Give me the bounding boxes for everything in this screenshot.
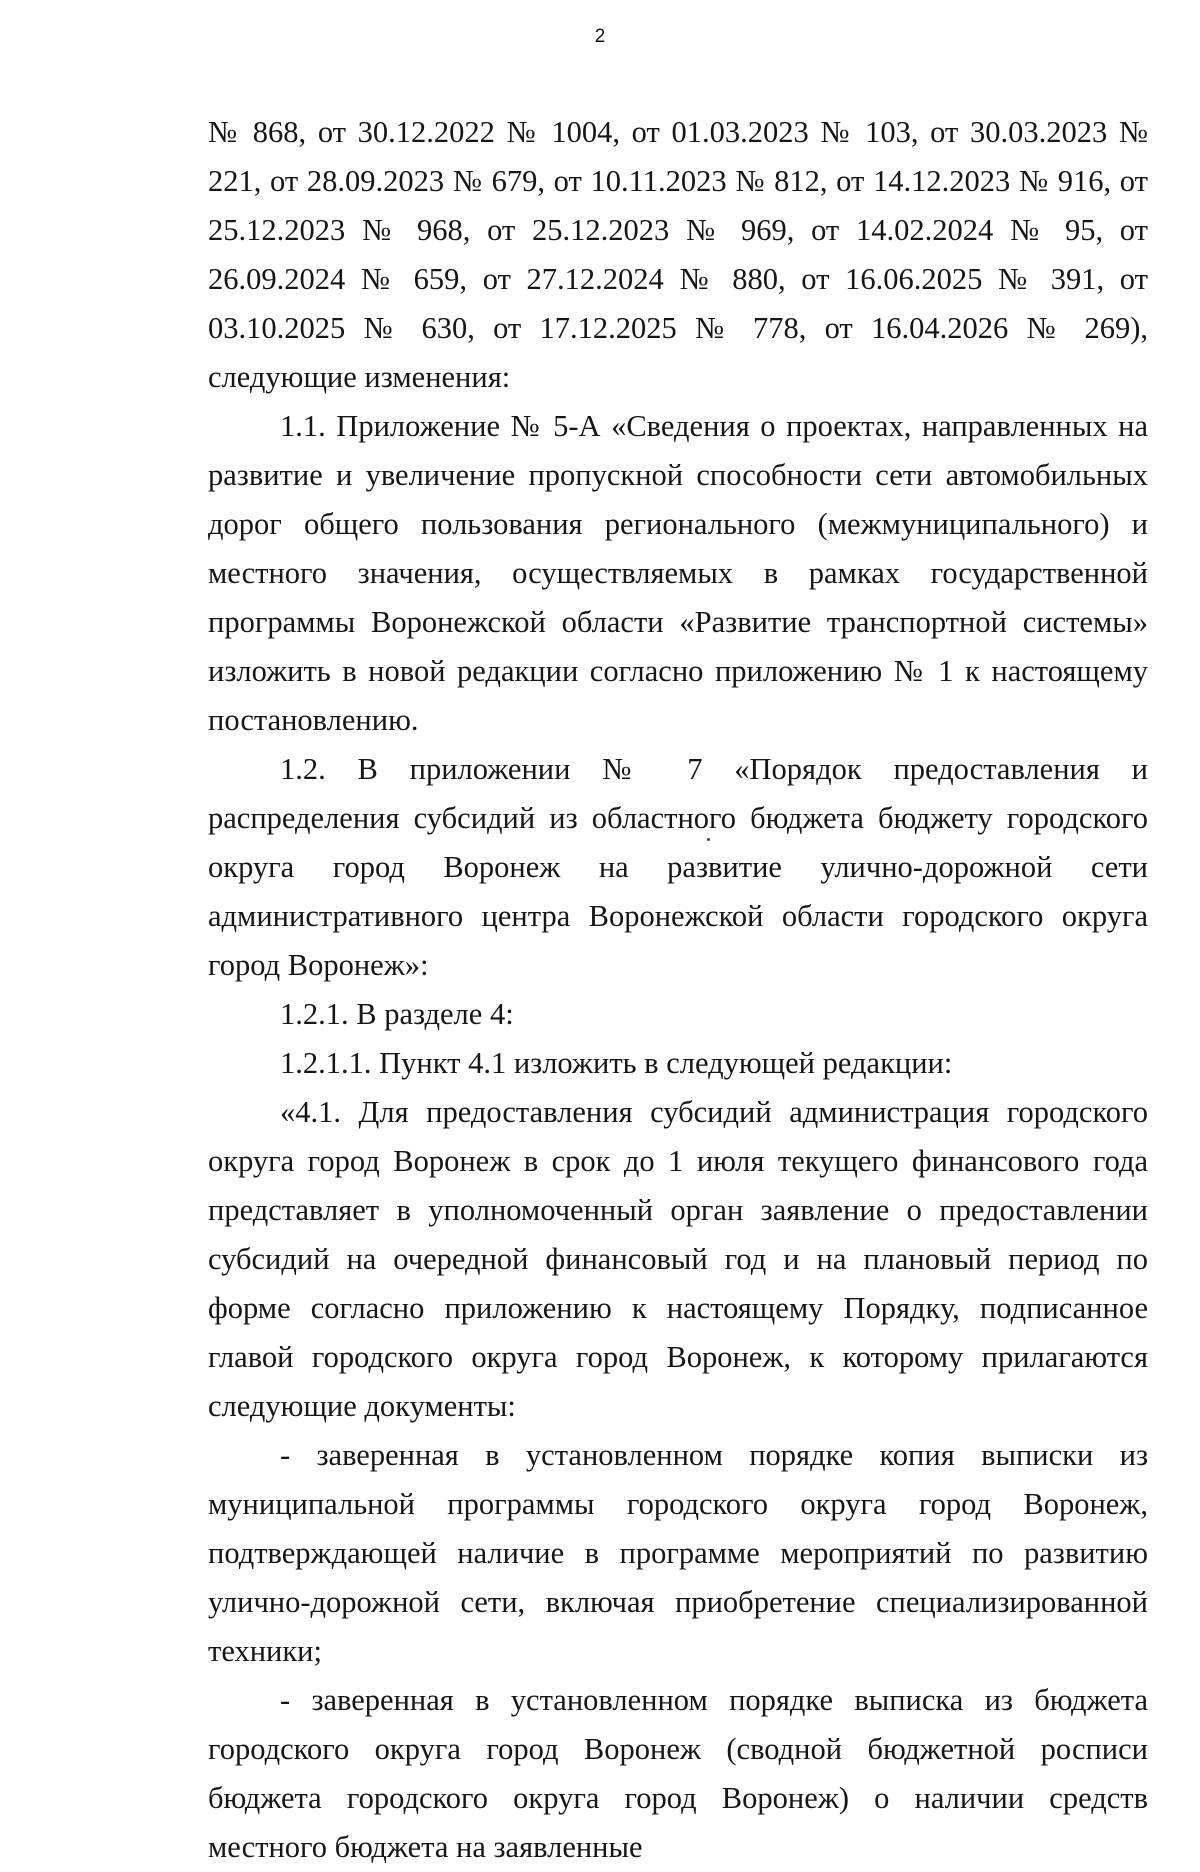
paragraph-amendments-list: № 868, от 30.12.2022 № 1004, от 01.03.2023 № 103, от 30.03.2023 № 221, от 28.09.2023 № 679, от 10.11.2023 № 812, от 14.12.2023 № 916, от 25.12.2023 № 968, от 25.12.2023 № 969, от 14.02.2024 № 95, от 26.09.2024 № 659, от 27.12.2024 № 880, от 16.06.2025 № 391, от 03.10.2025 № 630, от 17.12.2025 № 778, от 16.04.2026 № 269), следующие изменения:	[208, 115, 1148, 394]
paragraph-4-1: «4.1. Для предоставления субсидий администрация городского округа город Воронеж в срок до 1 июля текущего финансового года представляет в уполномоченный орган заявление о предоставлении субсидий на очередной финансовый год и на плановый период по форме согласно приложению к настоящему Порядку, подписанное главой городского округа город Воронеж, к которому прилагаются следующие документы:	[208, 1095, 1148, 1423]
page-number: 2	[594, 26, 606, 47]
paragraph-1-2: 1.2. В приложении № 7 «Порядок предоставления и распределения субсидий из областного бюджета бюджету городского округа город Воронеж на развитие улично-дорожной сети административного центра Воронежской области городского округа город Воронеж»:	[208, 752, 1148, 982]
list-item-budget-extract: - заверенная в установленном порядке выписка из бюджета городского округа город Воронеж (сводной бюджетной росписи бюджета городского округа город Воронеж) о наличии средств местного бюджета на заявленные	[208, 1683, 1148, 1864]
paragraph-1-2-1-1: 1.2.1.1. Пункт 4.1 изложить в следующей редакции:	[280, 1046, 953, 1080]
scan-speck	[707, 838, 710, 841]
document-body	[208, 108, 1148, 1872]
list-item-program-extract: - заверенная в установленном порядке копия выписки из муниципальной программы городского округа город Воронеж, подтверждающей наличие в программе мероприятий по развитию улично-дорожной сети, включая приобретение специализированной техники;	[208, 1438, 1148, 1668]
paragraph-1-2-1: 1.2.1. В разделе 4:	[280, 997, 514, 1031]
paragraph-1-1: 1.1. Приложение № 5-А «Сведения о проектах, направленных на развитие и увеличение пропускной способности сети автомобильных дорог общего пользования регионального (межмуниципального) и местного значения, осуществляемых в рамках государственной программы Воронежской области «Развитие транспортной системы» изложить в новой редакции согласно приложению № 1 к настоящему постановлению.	[208, 409, 1148, 737]
